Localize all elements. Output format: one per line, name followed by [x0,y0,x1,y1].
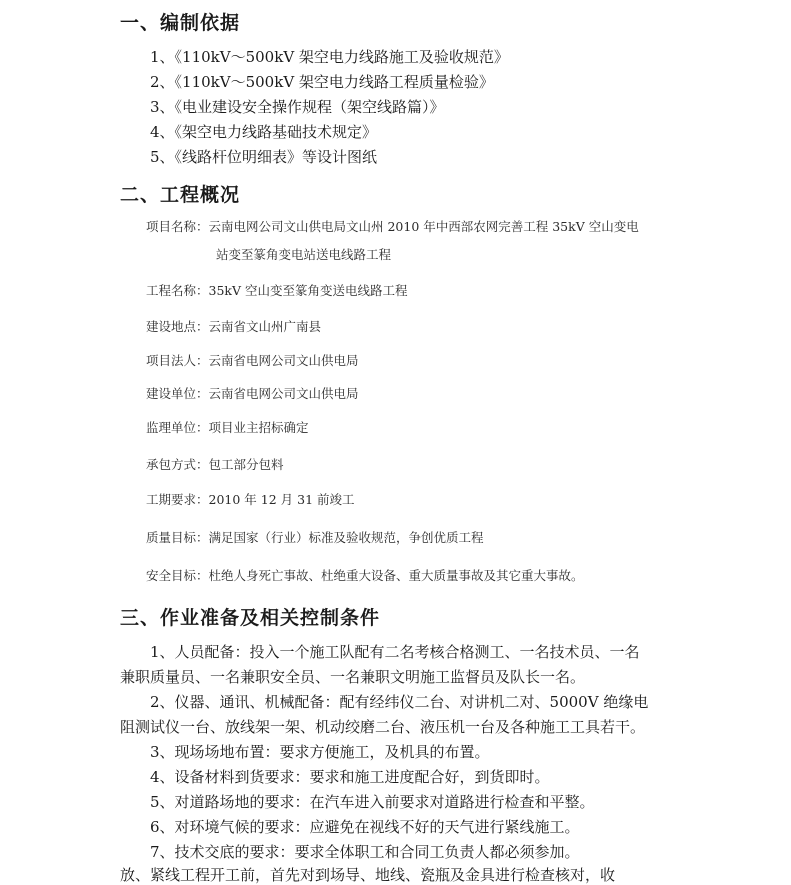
prep-line-1: 1、人员配备：投入一个施工队配有二名考核合格测工、一名技术员、一名 [150,643,640,661]
field-construction-site: 建设地点：云南省文山州广南县 [146,319,322,334]
basis-item-5: 5、《线路杆位明细表》等设计图纸 [150,148,378,166]
prep-line-2: 兼职质量员、一名兼职安全员、一名兼职文明施工监督员及队长一名。 [120,668,586,686]
field-safety-target: 安全目标：杜绝人身死亡事故、杜绝重大设备、重大质量事故及其它重大事故。 [146,568,584,583]
section-heading-overview: 二、工程概况 [120,184,241,206]
project-name-line-1: 项目名称：云南电网公司文山供电局文山州 2010 年中西部农网完善工程 35kV 空山变电 [146,219,639,234]
prep-line-10: 放、紧线工程开工前，首先对到场导、地线、瓷瓶及金具进行检查核对，收 [120,866,616,884]
prep-line-3: 2、仪器、通讯、机械配备：配有经纬仪二台、对讲机二对、5000V 绝缘电 [150,693,649,711]
prep-line-5: 3、现场场地布置：要求方便施工，及机具的布置。 [150,743,490,761]
prep-line-8: 6、对环境气候的要求：应避免在视线不好的天气进行紧线施工。 [150,818,580,836]
prep-line-9: 7、技术交底的要求：要求全体职工和合同工负责人都必须参加。 [150,843,580,861]
field-quality-target: 质量目标：满足国家（行业）标准及验收规范，争创优质工程 [146,530,484,545]
section-heading-preparation: 三、作业准备及相关控制条件 [120,607,381,629]
field-schedule: 工期要求：2010 年 12 月 31 前竣工 [146,492,355,507]
project-name-line-2: 站变至篆角变电站送电线路工程 [216,247,392,262]
section-heading-basis: 一、编制依据 [120,12,241,34]
field-construction-unit: 建设单位：云南省电网公司文山供电局 [146,386,359,401]
field-contract-mode: 承包方式：包工部分包料 [146,457,284,472]
field-supervision-unit: 监理单位：项目业主招标确定 [146,420,309,435]
basis-item-4: 4、《架空电力线路基础技术规定》 [150,123,378,141]
field-engineering-name: 工程名称：35kV 空山变至篆角变送电线路工程 [146,283,408,298]
basis-item-1: 1、《110kV～500kV 架空电力线路施工及验收规范》 [150,48,509,66]
prep-line-7: 5、对道路场地的要求：在汽车进入前要求对道路进行检查和平整。 [150,793,595,811]
prep-line-6: 4、设备材料到货要求：要求和施工进度配合好，到货即时。 [150,768,550,786]
basis-item-2: 2、《110kV～500kV 架空电力线路工程质量检验》 [150,73,494,91]
basis-item-3: 3、《电业建设安全操作规程（架空线路篇）》 [150,98,445,116]
prep-line-4: 阻测试仪一台、放线架一架、机动绞磨二台、液压机一台及各种施工工具若干。 [120,718,646,736]
field-project-legal-person: 项目法人：云南省电网公司文山供电局 [146,353,359,368]
